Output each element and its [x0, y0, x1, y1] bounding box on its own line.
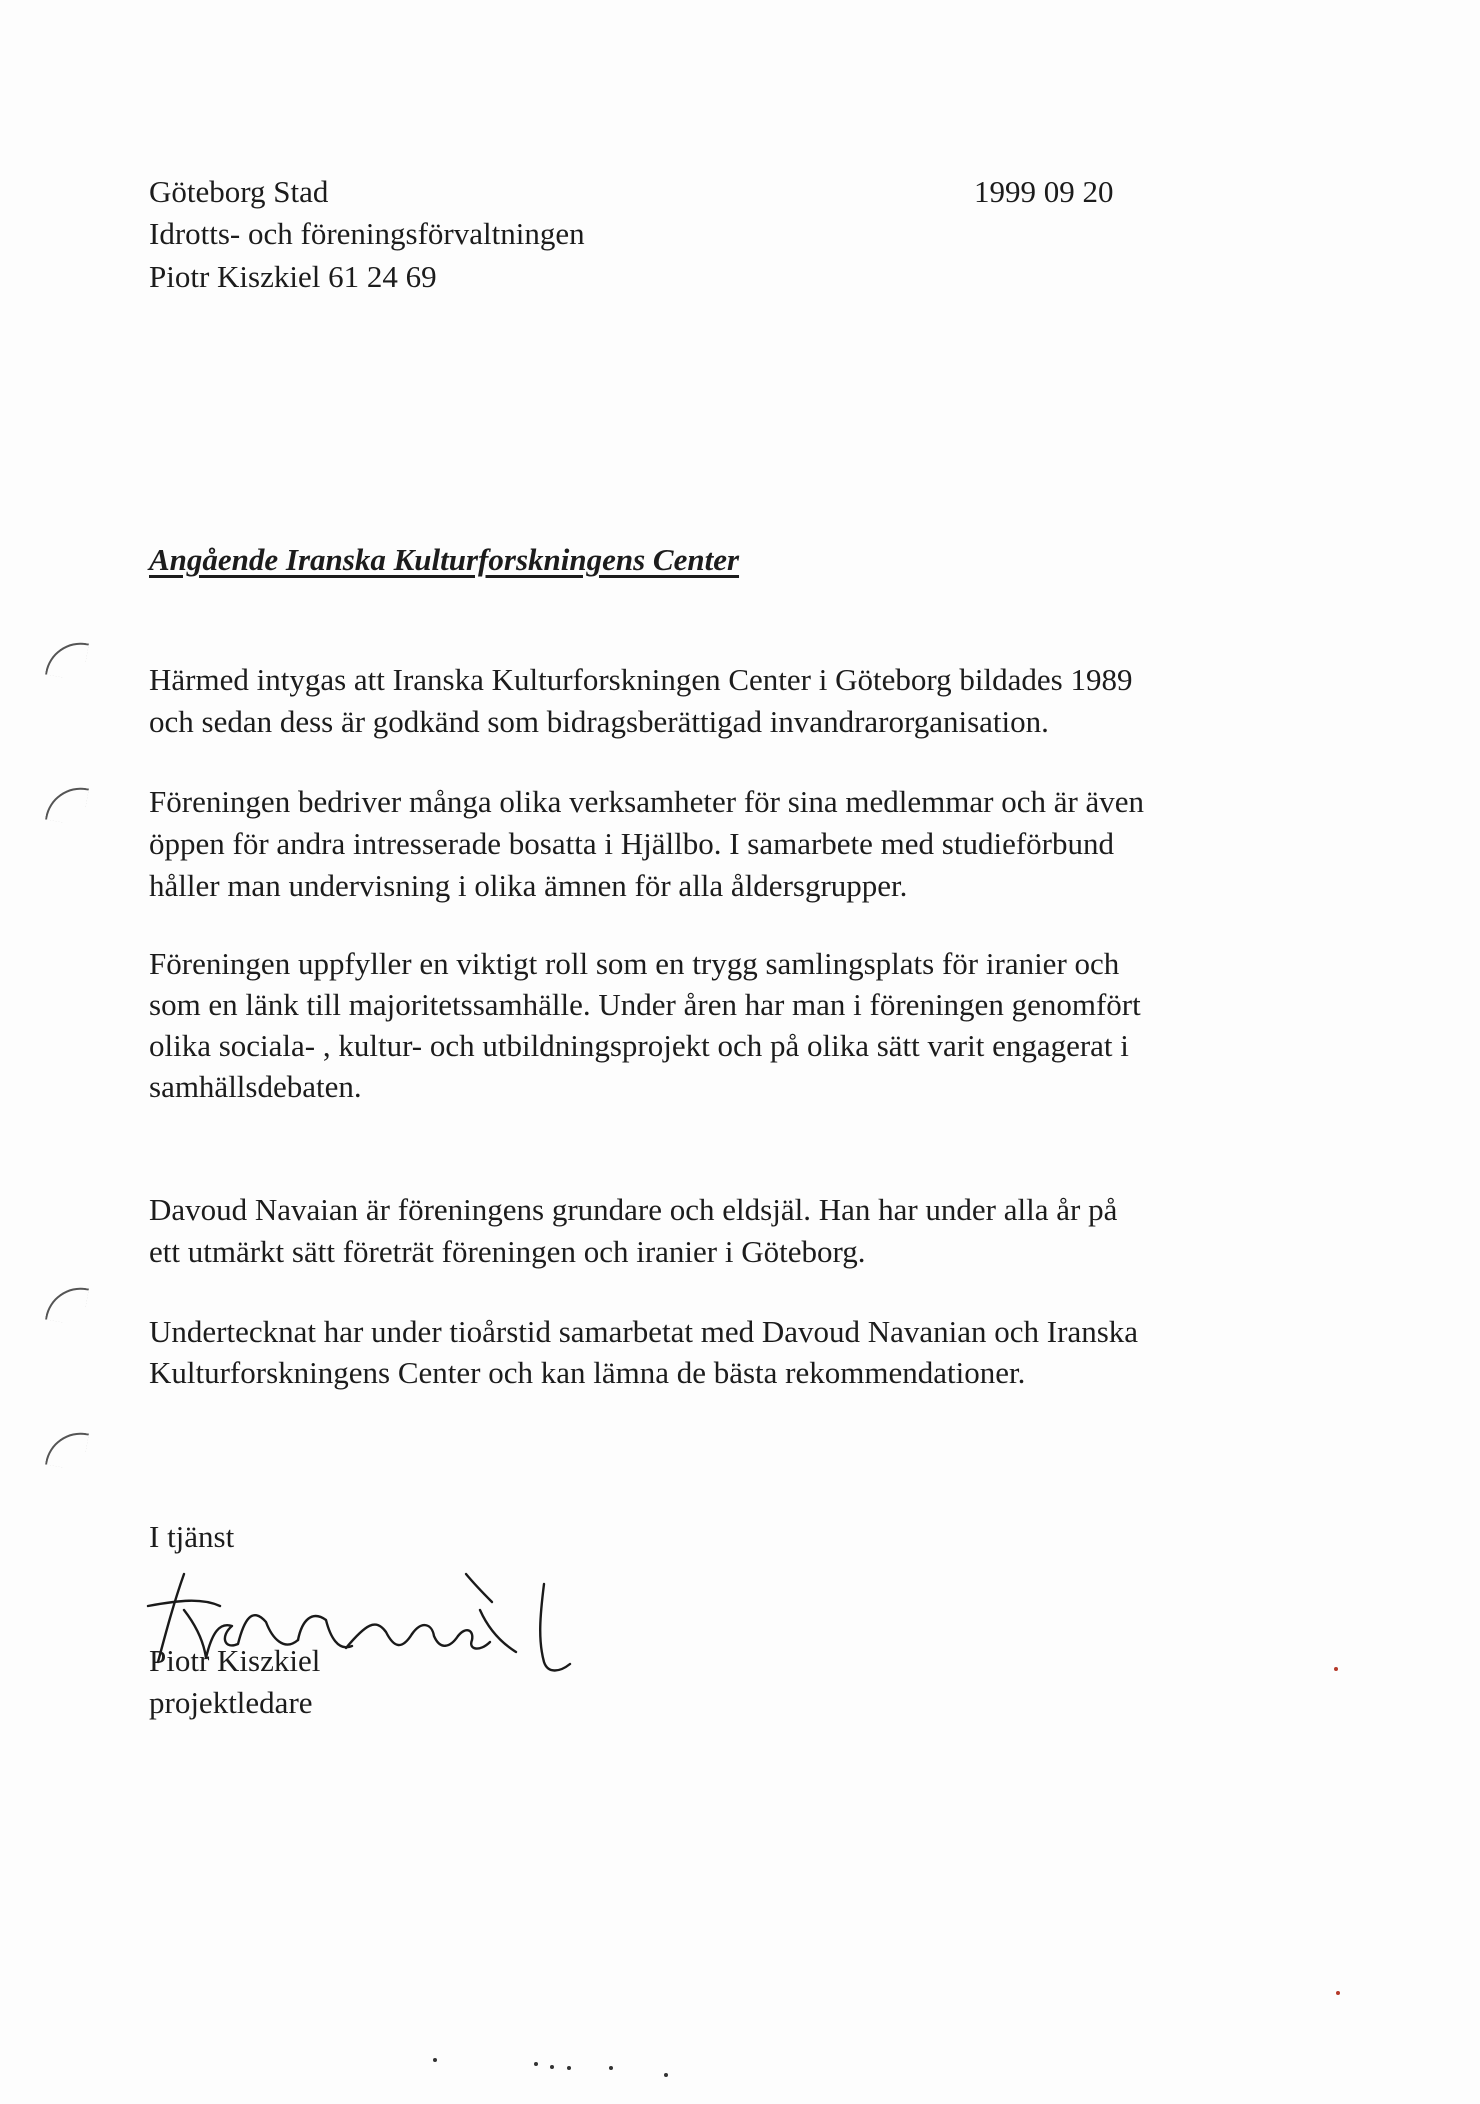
scan-speck	[534, 2062, 538, 2066]
punch-hole-2	[45, 782, 89, 826]
scan-speck	[550, 2065, 554, 2069]
punch-hole-4	[45, 1427, 89, 1471]
paragraph-line: Davoud Navaian är föreningens grundare och eldsjäl. Han har under alla år på	[149, 1192, 1118, 1227]
paragraph-line: Föreningen uppfyller en viktigt roll som en trygg samlingsplats för iranier och	[149, 946, 1120, 981]
paragraph-line: Föreningen bedriver många olika verksamheter för sina medlemmar och är även	[149, 784, 1145, 819]
punch-hole-1	[45, 637, 89, 681]
paragraph-line: ett utmärkt sätt företrät föreningen och iranier i Göteborg.	[149, 1234, 866, 1269]
scan-speck	[664, 2073, 668, 2077]
letter-date: 1999 09 20	[974, 174, 1114, 209]
paragraph-line: öppen för andra intresserade bosatta i Hjällbo. I samarbete med studieförbund	[149, 826, 1114, 861]
signer-name: Piotr Kiszkiel	[149, 1643, 321, 1678]
sender-contact: Piotr Kiszkiel 61 24 69	[149, 259, 437, 294]
sender-department: Idrotts- och föreningsförvaltningen	[149, 216, 585, 251]
paragraph-line: Kulturforskningens Center och kan lämna de bästa rekommendationer.	[149, 1355, 1026, 1390]
letter-subject: Angående Iranska Kulturforskningens Center	[149, 542, 740, 577]
scan-speck	[1336, 1991, 1340, 1995]
signer-title: projektledare	[149, 1685, 313, 1720]
paragraph-line: Härmed intygas att Iranska Kulturforskningen Center i Göteborg bildades 1989	[149, 662, 1133, 697]
sender-organization: Göteborg Stad	[149, 174, 329, 209]
scan-speck	[609, 2066, 613, 2070]
punch-hole-3	[45, 1282, 89, 1326]
paragraph-line: håller man undervisning i olika ämnen för alla åldersgrupper.	[149, 868, 908, 903]
paragraph-line: som en länk till majoritetssamhälle. Under åren har man i föreningen genomfört	[149, 987, 1141, 1022]
scan-speck	[1334, 1667, 1338, 1671]
scan-speck	[433, 2058, 437, 2062]
paragraph-line: olika sociala- , kultur- och utbildningsprojekt och på olika sätt varit engagerat i	[149, 1028, 1129, 1063]
closing-salutation: I tjänst	[149, 1519, 235, 1554]
paragraph-line: Undertecknat har under tioårstid samarbetat med Davoud Navanian och Iranska	[149, 1314, 1139, 1349]
paragraph-line: och sedan dess är godkänd som bidragsberättigad invandrarorganisation.	[149, 704, 1049, 739]
paragraph-line: samhällsdebaten.	[149, 1069, 362, 1104]
scan-speck	[567, 2066, 571, 2070]
